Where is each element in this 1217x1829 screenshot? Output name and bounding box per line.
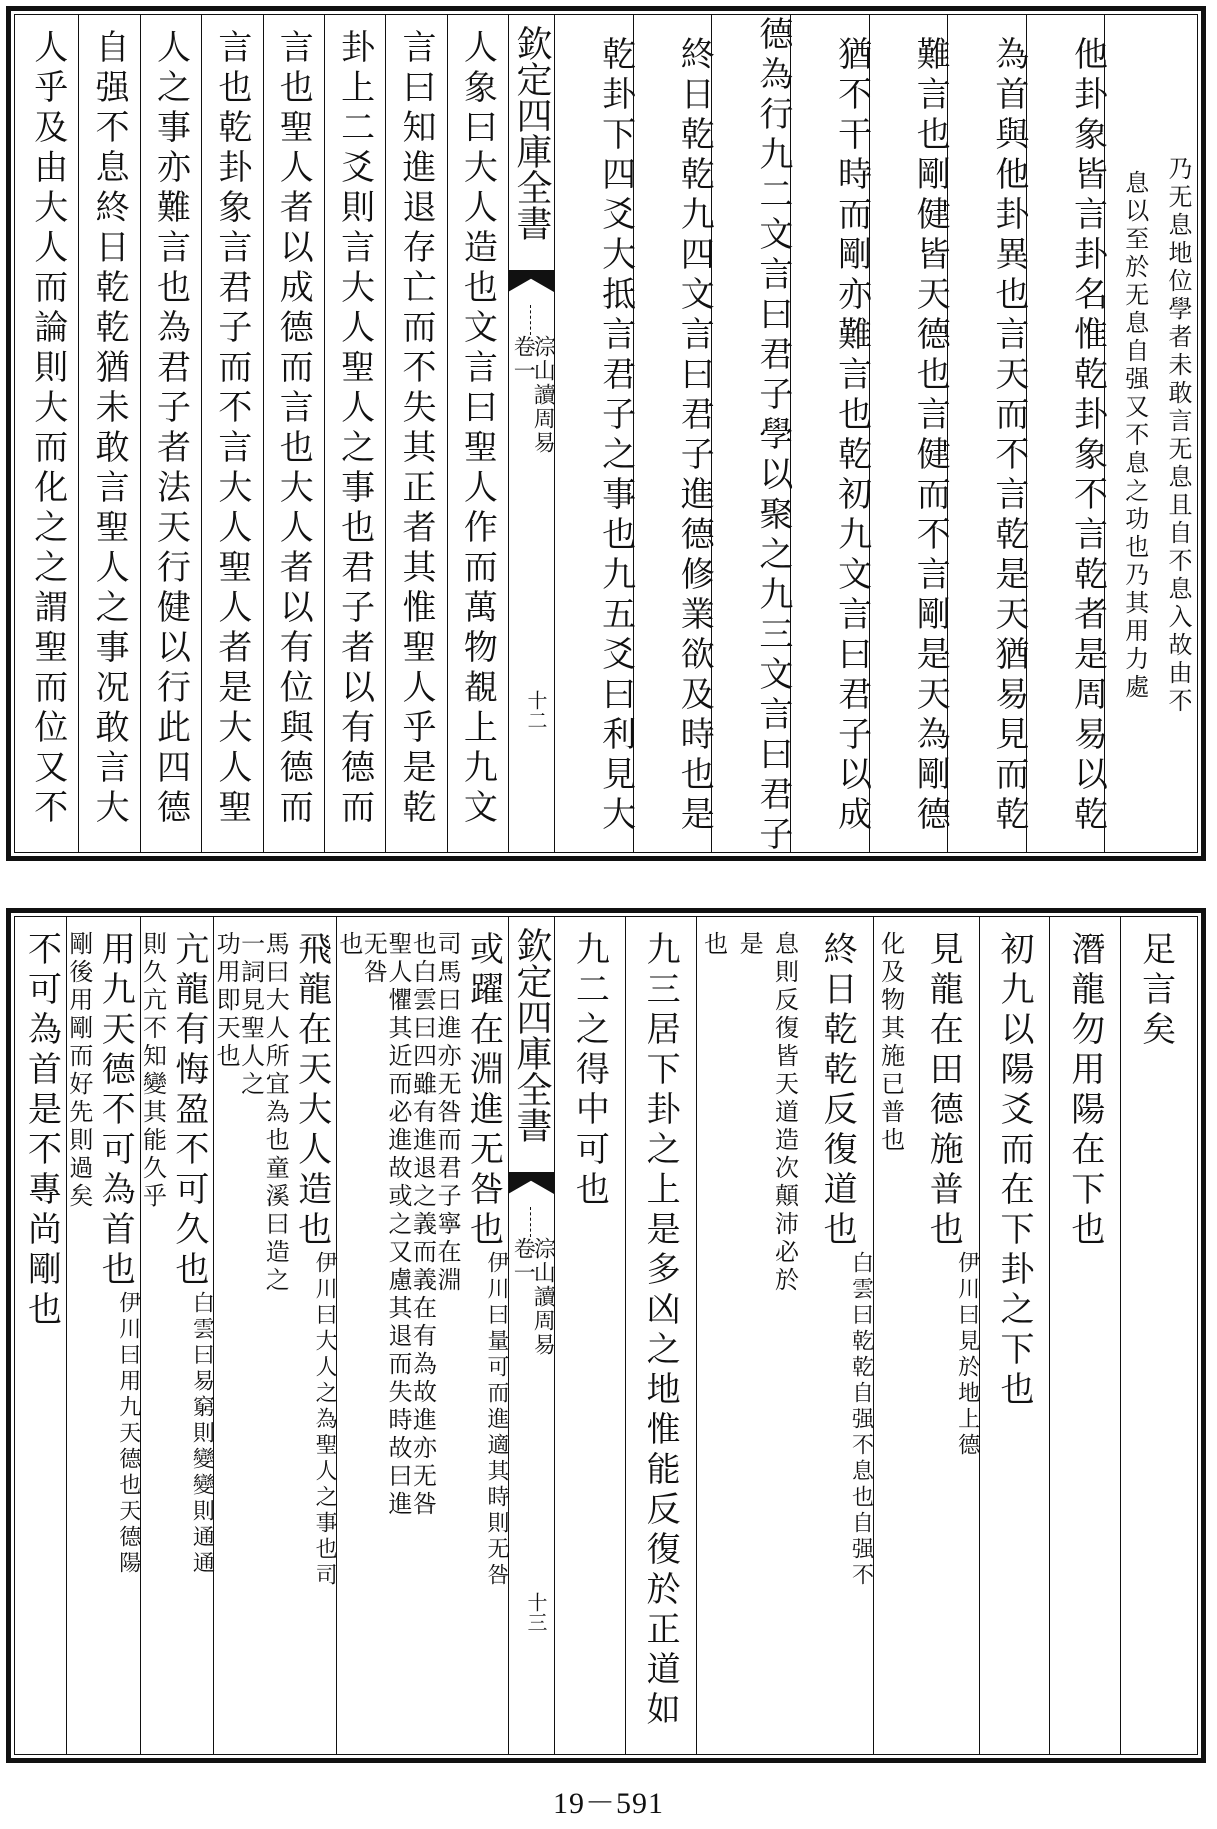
bottom-page (6, 908, 1206, 1763)
main-text: 九二之得中可也 (569, 931, 610, 1211)
main-text: 終日乾乾反復道也 (817, 931, 858, 1251)
main-text: 猶不干時而剛亦難言也乾初九文言曰君子以成 (831, 35, 872, 836)
commentary-text: 白雲曰乾乾自强不息也自强不 (848, 1251, 874, 1589)
left-column (433, 931, 462, 1744)
fish-tail-line (530, 1207, 531, 1237)
left-column (212, 931, 241, 1744)
bottom-page-inner-frame (14, 916, 1198, 1755)
main-text: 用九天德不可為首也 (95, 931, 136, 1291)
commentary-text: 乃无息地位學者未敢言无息且自不息入故由不 (1163, 155, 1192, 716)
commentary-text: 也白雲曰四雖有進退之義而義在有為故進亦无咎 (408, 931, 437, 1519)
commentary-text: 聖人懼其近而必進故或之又慮其退而失時故曰進 (383, 931, 412, 1519)
main-text: 見龍在田德施普也 (923, 931, 964, 1251)
left-column (238, 931, 263, 1744)
column-rule (78, 15, 79, 852)
column-rule (140, 15, 141, 852)
left-column (80, 29, 137, 842)
book-title: 淙山讀周易 (530, 1237, 556, 1357)
right-column (766, 931, 801, 1744)
commentary-text: 則久亢不知變其能久乎 (138, 931, 167, 1211)
main-text: 難言也剛健皆天德也言健而不言剛是天為剛德 (910, 35, 951, 836)
column-rule (66, 917, 67, 1754)
commentary-text: 无咎 (359, 931, 388, 987)
main-text: 潛龍勿用陽在下也 (1064, 931, 1105, 1251)
commentary-text: 是 (735, 931, 764, 959)
main-text: 九三居下卦之上是多凶之地惟能反復於正道如 (640, 931, 681, 1731)
main-text: 言也乾卦象言君子而不言大人聖人者是大人聖 (211, 29, 252, 829)
left-column (19, 29, 76, 842)
main-text: 言曰知進退存亡而不失其正者其惟聖人乎是乾 (395, 29, 436, 829)
column-rule (508, 15, 509, 852)
main-text: 乾卦下四爻大抵言君子之事也九五爻曰利見大 (595, 35, 636, 836)
page-number: 19－591 (553, 1787, 664, 1820)
column-rule (385, 15, 386, 852)
center-title: 欽定四庫全書 (511, 927, 552, 1143)
main-text: 終日乾乾九四文言曰君子進德修業欲及時也是 (674, 35, 715, 836)
left-column (263, 931, 288, 1744)
book-title: 淙山讀周易 (530, 335, 556, 455)
main-text: 他卦象皆言卦名惟乾卦象不言乾者是周易以乾 (1067, 35, 1108, 836)
left-column (265, 29, 322, 842)
right-column (908, 931, 979, 1744)
commentary-text: 伊川曰大人之為聖人之事也司 (312, 1251, 338, 1589)
right-column (731, 931, 766, 1744)
column-rule (263, 15, 264, 852)
fish-tail-ornament (508, 270, 554, 292)
main-text: 亢龍有悔盈不可久也 (168, 931, 209, 1291)
left-column (336, 931, 361, 1744)
right-column (873, 931, 908, 1744)
commentary-text: 化及物其施已普也 (876, 931, 905, 1155)
folio-number: 十二 (524, 690, 548, 730)
main-text: 不可為首是不專尚剛也 (21, 931, 62, 1331)
main-text: 自强不息終日乾乾猶未敢言聖人之事况敢言大 (89, 29, 130, 829)
left-column (66, 931, 91, 1744)
left-column (361, 931, 386, 1744)
commentary-text: 伊川曰量可而進適其時則无咎 (483, 1251, 509, 1589)
top-page-inner-frame (14, 14, 1198, 856)
commentary-text: 馬曰大人所宜為也童溪曰造之 (261, 931, 290, 1295)
main-text: 人象曰大人造也文言曰聖人作而萬物覩上九文 (457, 29, 498, 829)
right-column (625, 931, 696, 1744)
commentary-text: 伊川曰見於地上德 (954, 1251, 980, 1459)
commentary-text: 一詞見聖人之 (236, 931, 265, 1099)
left-column (410, 931, 435, 1744)
left-column (385, 931, 410, 1744)
main-text: 為首與他卦異也言天而不言乾是天猶易見而乾 (988, 35, 1029, 836)
column-rule (447, 15, 448, 852)
left-column (91, 931, 140, 1744)
left-column (142, 29, 199, 842)
main-text: 德為行九二文言曰君子學以聚之九三文言曰君子 (752, 15, 793, 856)
left-column (326, 29, 383, 842)
column-rule (625, 917, 626, 1754)
commentary-text: 息則反復皆天道造次顛沛必於 (770, 931, 799, 1295)
commentary-text: 剛後用剛而好先則過矣 (64, 931, 93, 1211)
left-column (140, 931, 165, 1744)
center-title: 欽定四庫全書 (511, 25, 552, 241)
main-text: 初九以陽爻而在下卦之下也 (994, 931, 1035, 1411)
center-column (508, 15, 554, 852)
commentary-text: 也 (699, 931, 728, 959)
left-column (287, 931, 336, 1744)
main-text: 卦上二爻則言大人聖人之事也君子者以有德而 (334, 29, 375, 829)
left-column (459, 931, 508, 1744)
commentary-text: 白雲曰易窮則變變則通通 (189, 1291, 215, 1577)
column-rule (696, 917, 697, 1754)
commentary-text: 也 (334, 931, 363, 959)
commentary-text: 功用即天也 (212, 931, 241, 1071)
left-column (203, 29, 260, 842)
left-column (387, 29, 444, 842)
center-column (508, 917, 554, 1754)
main-text: 人之事亦難言也為君子者法天行健以行此四德 (150, 29, 191, 829)
commentary-text: 司馬曰進亦无咎而君子寧在淵 (433, 931, 462, 1295)
column-rule (1120, 917, 1121, 1754)
left-column (449, 29, 506, 842)
left-column (164, 931, 213, 1744)
main-text: 足言矣 (1135, 931, 1176, 1051)
right-column (1049, 931, 1120, 1744)
commentary-text: 伊川曰用九天德也天德陽 (115, 1291, 141, 1577)
right-column (554, 931, 625, 1744)
commentary-text: 息以至於无息自强又不息之功也乃其用力處 (1120, 169, 1149, 702)
main-text: 人乎及由大人而論則大而化之之謂聖而位又不 (27, 29, 68, 829)
main-text: 或躍在淵進无咎也 (463, 931, 504, 1251)
volume-label: 卷一 (510, 1237, 536, 1285)
right-column (696, 931, 731, 1744)
main-text: 飛龍在天大人造也 (291, 931, 332, 1251)
right-column (979, 931, 1050, 1744)
top-page (6, 6, 1206, 861)
column-rule (324, 15, 325, 852)
volume-label: 卷一 (510, 335, 536, 383)
main-text: 言也聖人者以成德而言也大人者以有位與德而 (273, 29, 314, 829)
right-column (802, 931, 873, 1744)
folio-number: 十三 (524, 1592, 548, 1632)
column-rule (201, 15, 202, 852)
left-column (17, 931, 66, 1744)
fish-tail-line (530, 305, 531, 335)
right-column (1120, 931, 1191, 1744)
fish-tail-ornament (508, 1172, 554, 1194)
column-rule (1049, 917, 1050, 1754)
